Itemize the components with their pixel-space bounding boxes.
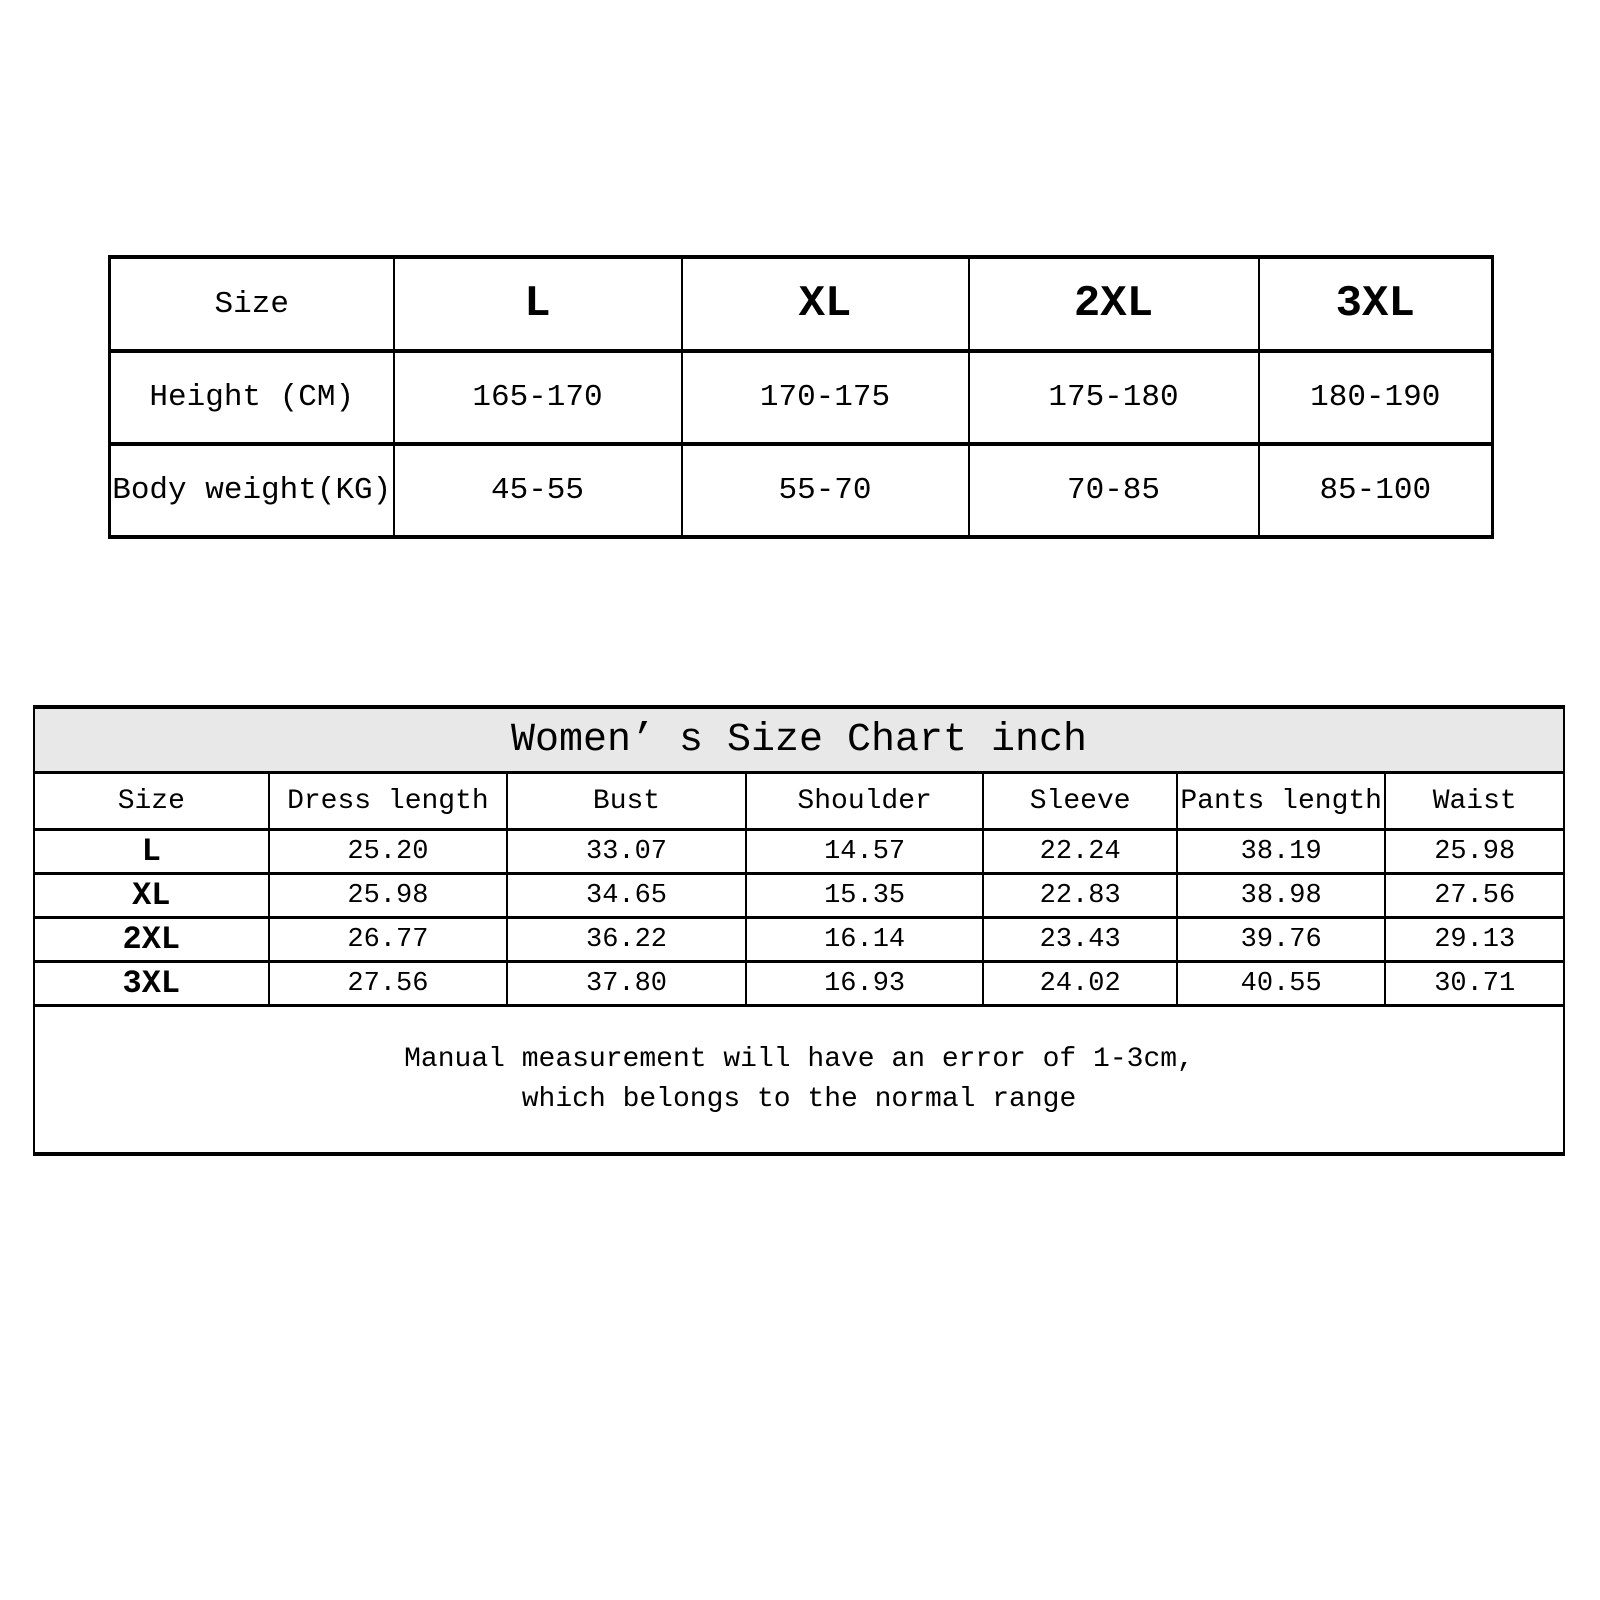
table-cell: 23.43 xyxy=(983,918,1176,962)
fit-column-header-l: L xyxy=(394,257,682,351)
fit-column-header-2xl: 2XL xyxy=(969,257,1259,351)
table-row-xl xyxy=(34,874,1564,918)
table-row-2xl xyxy=(34,918,1564,962)
body-weight-row xyxy=(110,444,1493,537)
table-cell: 29.13 xyxy=(1385,918,1564,962)
table-cell: 175-180 xyxy=(969,351,1259,444)
column-header-waist: Waist xyxy=(1385,773,1564,830)
table-row-l xyxy=(34,830,1564,874)
column-header-dress-length: Dress length xyxy=(269,773,508,830)
table-cell: 33.07 xyxy=(507,830,746,874)
table-cell: 170-175 xyxy=(682,351,969,444)
table-cell: 55-70 xyxy=(682,444,969,537)
table-cell: 25.98 xyxy=(1385,830,1564,874)
table-cell: 180-190 xyxy=(1259,351,1493,444)
table-cell: 165-170 xyxy=(394,351,682,444)
table-cell: 39.76 xyxy=(1177,918,1386,962)
fit-table-header-row xyxy=(110,257,1493,351)
table-cell: 16.14 xyxy=(746,918,984,962)
table-cell: 22.83 xyxy=(983,874,1176,918)
chart-note-row xyxy=(34,1006,1564,1155)
column-header-size: Size xyxy=(34,773,269,830)
table-cell: 70-85 xyxy=(969,444,1259,537)
table-cell: 14.57 xyxy=(746,830,984,874)
table-cell: 25.20 xyxy=(269,830,508,874)
size-label: 2XL xyxy=(34,918,269,962)
chart-header-row xyxy=(34,773,1564,830)
table-cell: 38.19 xyxy=(1177,830,1386,874)
measurement-note-line-2: which belongs to the normal range xyxy=(521,1083,1077,1115)
table-cell: 27.56 xyxy=(269,962,508,1006)
table-cell: 37.80 xyxy=(507,962,746,1006)
table-row-3xl xyxy=(34,962,1564,1006)
table-cell: 45-55 xyxy=(394,444,682,537)
measurement-note xyxy=(34,1006,1564,1155)
womens-size-chart-table xyxy=(33,705,1565,1156)
column-header-bust: Bust xyxy=(507,773,746,830)
table-cell: 30.71 xyxy=(1385,962,1564,1006)
column-header-pants-length: Pants length xyxy=(1177,773,1386,830)
table-cell: 27.56 xyxy=(1385,874,1564,918)
height-row-label: Height (CM) xyxy=(110,351,394,444)
fit-column-header-size: Size xyxy=(110,257,394,351)
table-cell: 26.77 xyxy=(269,918,508,962)
table-cell: 22.24 xyxy=(983,830,1176,874)
column-header-shoulder: Shoulder xyxy=(746,773,984,830)
table-cell: 85-100 xyxy=(1259,444,1493,537)
measurement-note-line-1: Manual measurement will have an error of 1-3cm, xyxy=(404,1043,1194,1075)
height-row xyxy=(110,351,1493,444)
fit-column-header-3xl: 3XL xyxy=(1259,257,1493,351)
table-cell: 24.02 xyxy=(983,962,1176,1006)
size-label: XL xyxy=(34,874,269,918)
column-header-sleeve: Sleeve xyxy=(983,773,1176,830)
table-cell: 25.98 xyxy=(269,874,508,918)
fit-column-header-xl: XL xyxy=(682,257,969,351)
body-weight-row-label: Body weight(KG) xyxy=(110,444,394,537)
table-cell: 40.55 xyxy=(1177,962,1386,1006)
size-label: L xyxy=(34,830,269,874)
table-cell: 36.22 xyxy=(507,918,746,962)
table-cell: 34.65 xyxy=(507,874,746,918)
chart-title-row xyxy=(34,707,1564,773)
size-label: 3XL xyxy=(34,962,269,1006)
table-cell: 38.98 xyxy=(1177,874,1386,918)
chart-title: Women’ s Size Chart inch xyxy=(34,707,1564,773)
table-cell: 15.35 xyxy=(746,874,984,918)
table-cell: 16.93 xyxy=(746,962,984,1006)
size-fit-table xyxy=(108,255,1494,539)
